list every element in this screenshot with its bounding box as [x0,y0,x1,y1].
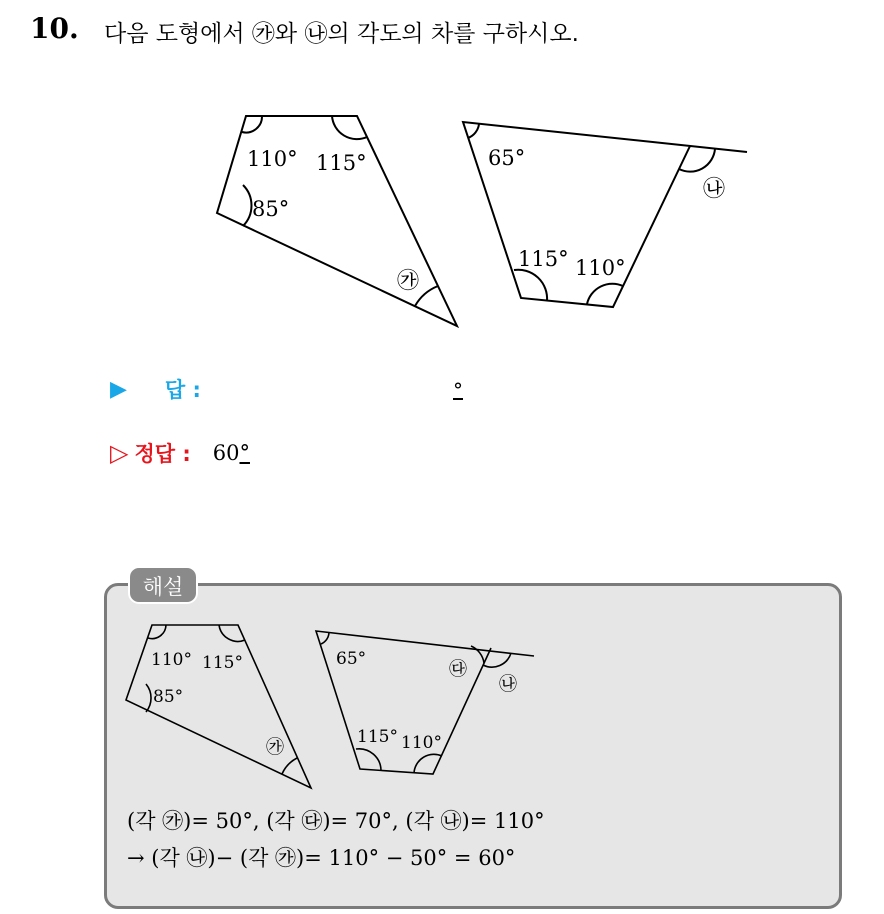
angle-arc [321,632,329,644]
angle-label: 110° [401,733,442,753]
correct-marker-icon: ▷ [110,439,129,467]
angle-mark-da: ㉰ [449,659,467,680]
correct-label: 정답 : [134,442,191,466]
answer-label: 답 : [164,378,201,402]
question-number: 10. [30,12,79,45]
solution-line-1: (각 ㉮)= 50°, (각 ㉰)= 70°, (각 ㉯)= 110° [127,809,545,833]
angle-arc [146,684,151,712]
solution-tab: 해설 [128,566,198,604]
angle-label: 115° [316,151,367,175]
answer-blank-unit[interactable]: ° [453,378,463,402]
angle-label: 110° [247,147,298,171]
angle-label: 110° [575,256,626,280]
angle-arc [282,758,297,774]
angle-mark-na: ㉯ [499,674,517,695]
angle-mark-ga: ㉮ [397,269,420,294]
angle-label: 65° [336,649,367,669]
angle-label: 65° [488,146,526,170]
angle-label: 115° [518,247,569,271]
solution-line-2: → (각 ㉯)− (각 ㉮)= 110° − 50° = 60° [127,846,516,870]
question-text: 다음 도형에서 ㉮와 ㉯의 각도의 차를 구하시오. [104,21,579,47]
answer-marker-icon: ▶ [110,376,127,402]
angle-label: 115° [202,653,243,673]
angle-mark-ga: ㉮ [266,737,284,758]
angle-mark-na: ㉯ [703,177,726,202]
angle-label: 85° [153,687,184,707]
angle-label: 85° [252,197,290,221]
angle-label: 115° [357,727,398,747]
correct-value: 60° [212,441,250,465]
angle-label: 110° [151,650,192,670]
